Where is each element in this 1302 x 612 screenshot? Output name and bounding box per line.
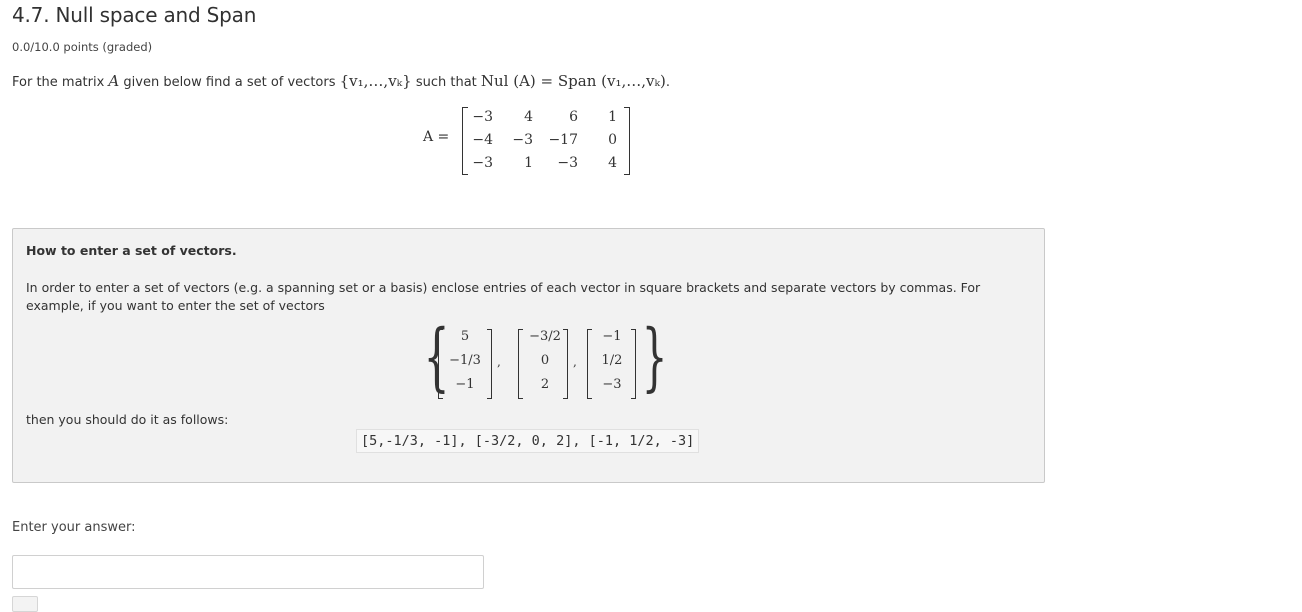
vector-entry: −3/2 (529, 329, 561, 344)
points-status: 0.0/10.0 points (graded) (12, 40, 153, 54)
submit-button[interactable] (12, 596, 38, 612)
matrix-cell: 1 (608, 109, 617, 125)
question-suffix: . (665, 75, 670, 90)
answer-input[interactable] (12, 555, 484, 589)
matrix-cell: 4 (608, 155, 617, 171)
matrix-cell: −3 (557, 155, 578, 171)
vector-bracket (487, 329, 492, 399)
matrix-cell: 4 (524, 109, 533, 125)
vector-bracket (438, 329, 443, 399)
question-prefix: For the matrix (12, 75, 109, 90)
comma: , (573, 355, 577, 369)
matrix-cell: 0 (608, 132, 617, 148)
comma: , (497, 355, 501, 369)
question-mid2: such that (411, 75, 481, 90)
help-box (12, 228, 1045, 483)
left-brace: { (423, 314, 450, 400)
matrix-cell: −17 (548, 132, 578, 148)
vector-entry: −3 (602, 377, 622, 392)
nul-span-equation: Nul (A) = Span (v₁,…,vₖ) (480, 72, 666, 90)
matrix-variable: A (108, 72, 120, 90)
help-heading: How to enter a set of vectors. (26, 243, 237, 258)
vector-entry: −1/3 (449, 353, 481, 368)
vector-entry: 0 (540, 353, 550, 368)
example-code: [5,-1/3, -1], [-3/2, 0, 2], [-1, 1/2, -3] (356, 429, 699, 453)
problem-title: 4.7. Null space and Span (12, 3, 257, 27)
answer-label: Enter your answer: (12, 520, 136, 535)
help-text: In order to enter a set of vectors (e.g. a spanning set or a basis) enclose entries of each vector in square brackets and separate vectors by commas. For example, if you want to enter the set of vectors (26, 280, 981, 313)
matrix-cell: −4 (472, 132, 493, 148)
matrix-right-bracket (624, 107, 630, 175)
vector-bracket (563, 329, 568, 399)
vector-entry: 2 (540, 377, 550, 392)
vector-bracket (631, 329, 636, 399)
help-then-text: then you should do it as follows: (26, 412, 229, 427)
example-vector-set (421, 314, 668, 405)
vector-bracket (518, 329, 523, 399)
vector-set-expression: {v₁,…,vₖ} (339, 72, 412, 90)
matrix-cell: 1 (524, 155, 533, 171)
question-text (12, 72, 670, 90)
vector-entry: −1 (455, 377, 475, 392)
question-mid1: given below find a set of vectors (119, 75, 340, 90)
right-brace: } (641, 314, 668, 400)
vector-entry: −1 (602, 329, 622, 344)
vector-entry: 5 (460, 329, 470, 344)
matrix-cell: −3 (472, 109, 493, 125)
matrix-cell: −3 (512, 132, 533, 148)
vector-entry: 1/2 (601, 353, 623, 368)
matrix-cell: −3 (472, 155, 493, 171)
matrix-label: A = (423, 129, 450, 145)
matrix-cell: 6 (569, 109, 578, 125)
